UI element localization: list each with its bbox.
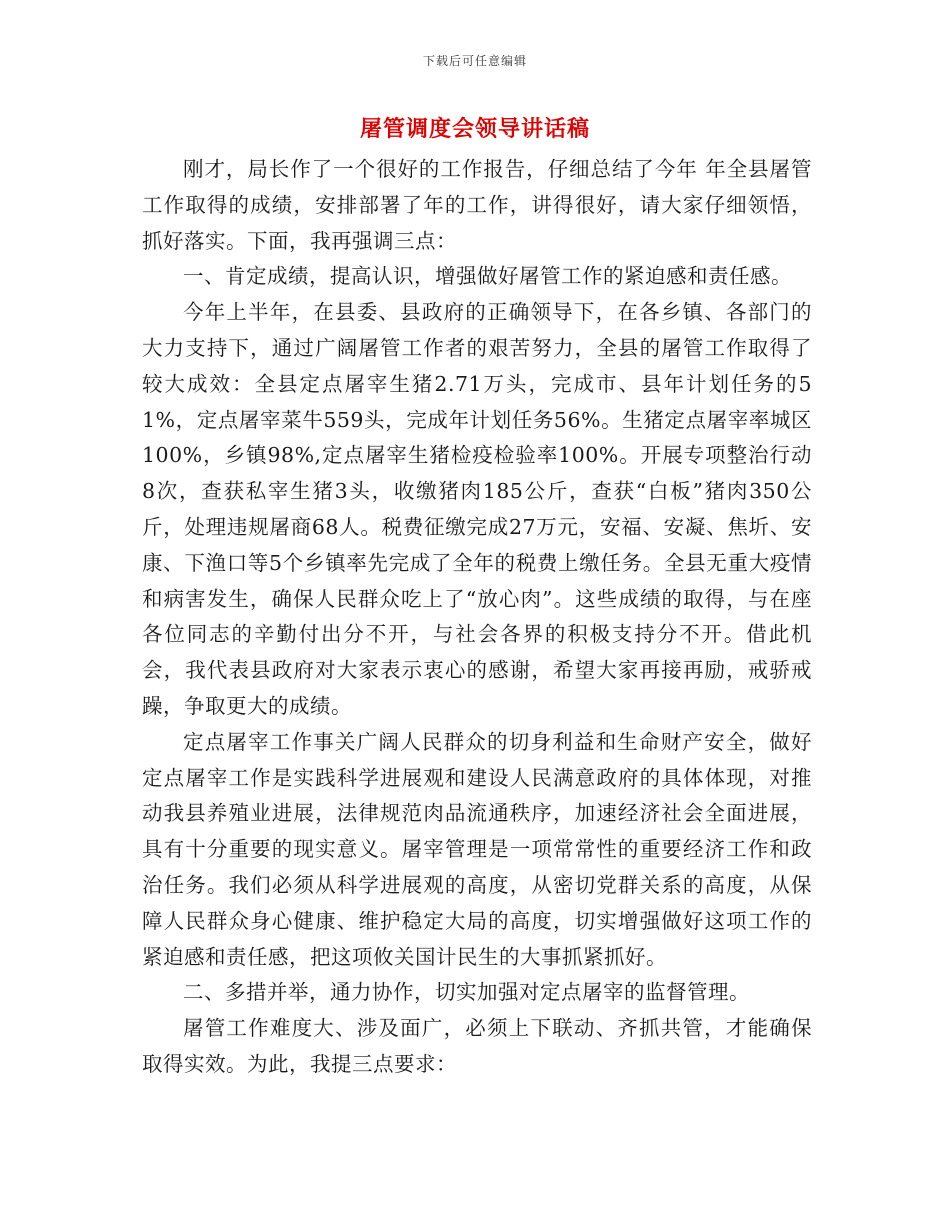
section-heading-2: 二、多措并举，通力协作，切实加强对定点屠宰的监督管理。 <box>183 980 750 1005</box>
document-title: 屠管调度会领导讲话稿 <box>359 116 590 142</box>
section-heading-1: 一、肯定成绩，提高认识，增强做好屠管工作的紧迫感和责任感。 <box>183 264 792 289</box>
page-header-note: 下载后可任意编辑 <box>422 54 527 68</box>
paragraph-requirements: 屠管工作难度大、涉及面广，必须上下联动、齐抓共管，才能确保取得实效。为此，我提三点要求： <box>142 1016 812 1076</box>
document-body <box>142 152 812 1083</box>
paragraph-achievements: 今年上半年，在县委、县政府的正确领导下，在各乡镇、各部门的大力支持下，通过广阔屠管工作者的艰苦努力，全县的屠管工作取得了较大成效：全县定点屠宰生猪2.71万头，完成市、县年计划任务的51%，定点屠宰菜牛559头，完成年计划任务56%。生猪定点屠宰率城区100%，乡镇98%,定点屠宰生猪检疫检验率100%。开展专项整治行动8次，查获私宰生猪3头，收缴猪肉185公斤，查获“白板”猪肉350公斤，处理违规屠商68人。税费征缴完成27万元，安福、安凝、焦圻、安康、下渔口等5个乡镇率先完成了全年的税费上缴任务。全县无重大疫情和病害发生，确保人民群众吃上了“放心肉”。这些成绩的取得，与在座各位同志的辛勤付出分不开，与社会各界的积极支持分不开。借此机会，我代表县政府对大家表示衷心的感谢，希望大家再接再励，戒骄戒躁，争取更大的成绩。 <box>142 300 812 718</box>
paragraph-intro: 刚才，局长作了一个很好的工作报告，仔细总结了今年 年全县屠管工作取得的成绩，安排部署了年的工作，讲得很好，请大家仔细领悟，抓好落实。下面，我再强调三点： <box>142 157 812 253</box>
paragraph-significance: 定点屠宰工作事关广阔人民群众的切身利益和生命财产安全，做好定点屠宰工作是实践科学进展观和建设人民满意政府的具体体现，对推动我县养殖业进展，法律规范肉品流通秩序，加速经济社会全面进展，具有十分重要的现实意义。屠宰管理是一项常常性的重要经济工作和政治任务。我们必须从科学进展观的高度，从密切党群关系的高度，从保障人民群众身心健康、维护稳定大局的高度，切实增强做好这项工作的紧迫感和责任感，把这项攸关国计民生的大事抓紧抓好。 <box>142 729 812 969</box>
